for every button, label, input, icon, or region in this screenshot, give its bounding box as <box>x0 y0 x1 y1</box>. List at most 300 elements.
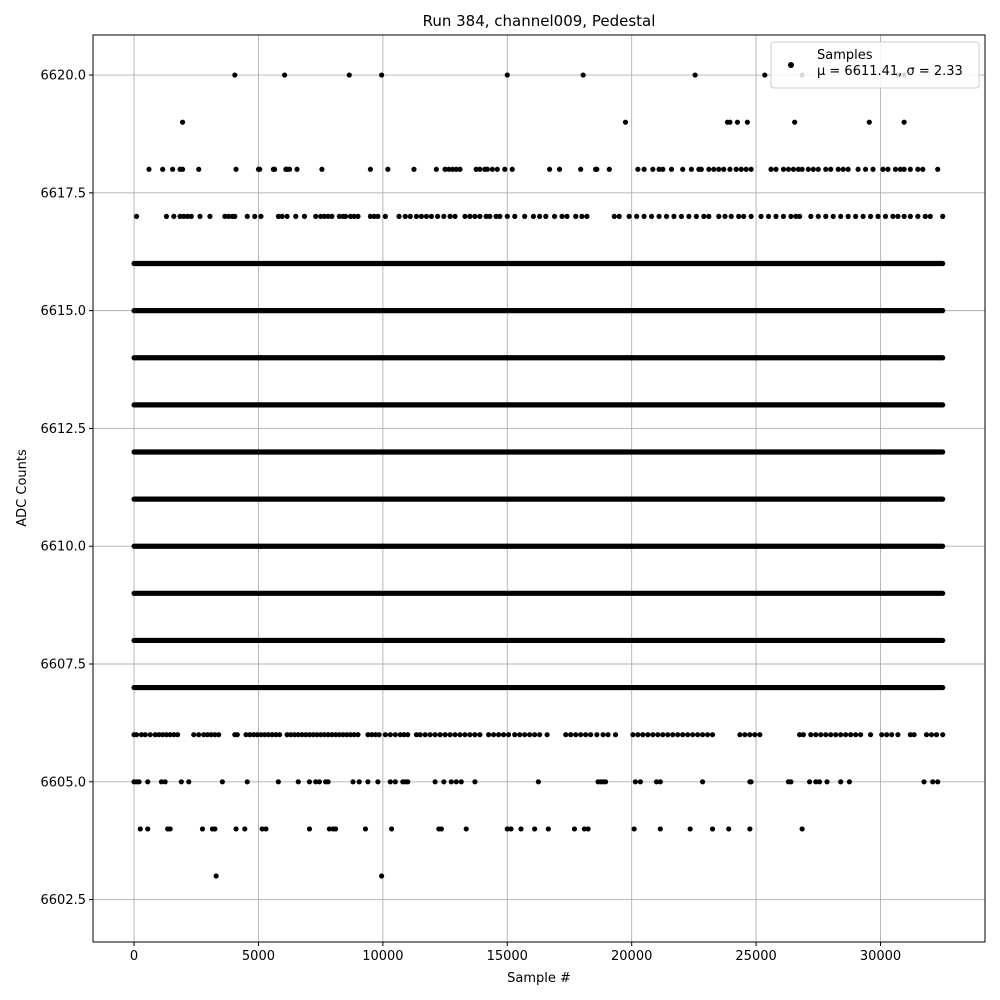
data-point <box>853 732 858 737</box>
data-point <box>658 779 663 784</box>
data-point <box>773 167 778 172</box>
data-point <box>788 779 793 784</box>
legend-series-name: Samples <box>817 48 873 63</box>
data-point <box>437 732 442 737</box>
data-point <box>552 214 557 219</box>
y-tick-label: 6612.5 <box>40 421 86 437</box>
data-point <box>403 214 408 219</box>
data-point <box>930 779 935 784</box>
data-point <box>735 120 740 125</box>
data-point <box>816 214 821 219</box>
data-point <box>868 732 873 737</box>
data-point <box>441 214 446 219</box>
x-tick-label: 5000 <box>241 949 276 964</box>
data-point <box>727 120 732 125</box>
data-point <box>848 732 853 737</box>
data-point <box>867 120 872 125</box>
data-point <box>242 826 247 831</box>
data-point <box>145 779 150 784</box>
data-point <box>543 214 548 219</box>
data-point <box>656 214 661 219</box>
data-point <box>895 732 900 737</box>
data-point <box>405 779 410 784</box>
data-point <box>379 873 384 878</box>
data-point <box>847 779 852 784</box>
y-tick-label: 6615.0 <box>40 304 86 320</box>
data-point <box>491 732 496 737</box>
data-point <box>813 732 818 737</box>
data-point <box>447 214 452 219</box>
data-point <box>650 167 655 172</box>
data-point <box>791 167 796 172</box>
data-point <box>808 214 813 219</box>
data-point <box>935 167 940 172</box>
data-point <box>302 214 307 219</box>
data-point <box>537 214 542 219</box>
data-point <box>294 167 299 172</box>
data-point <box>758 214 763 219</box>
data-point <box>477 732 482 737</box>
data-point <box>383 214 388 219</box>
data-point <box>355 732 360 737</box>
data-point <box>419 214 424 219</box>
data-point <box>846 214 851 219</box>
data-point <box>726 826 731 831</box>
data-point <box>207 214 212 219</box>
data-point <box>831 214 836 219</box>
data-point <box>307 826 312 831</box>
data-point <box>749 167 754 172</box>
data-point <box>457 167 462 172</box>
data-point <box>694 214 699 219</box>
data-point <box>679 214 684 219</box>
data-point <box>134 214 139 219</box>
data-point <box>893 167 898 172</box>
data-point <box>640 732 645 737</box>
data-point <box>408 214 413 219</box>
data-point <box>823 732 828 737</box>
data-point <box>816 167 821 172</box>
data-point <box>706 214 711 219</box>
data-point <box>536 779 541 784</box>
data-point <box>357 779 362 784</box>
data-point <box>393 779 398 784</box>
data-point <box>908 167 913 172</box>
data-point <box>921 779 926 784</box>
data-point <box>532 826 537 831</box>
data-point <box>365 779 370 784</box>
data-point <box>245 779 250 784</box>
data-point <box>722 214 727 219</box>
data-point <box>393 732 398 737</box>
data-point <box>522 732 527 737</box>
data-point <box>163 779 168 784</box>
data-point <box>411 167 416 172</box>
data-point <box>497 214 502 219</box>
data-point <box>581 72 586 77</box>
data-point <box>532 732 537 737</box>
y-tick-label: 6607.5 <box>40 657 86 673</box>
data-point <box>216 732 221 737</box>
data-point <box>747 732 752 737</box>
data-point <box>935 779 940 784</box>
data-point <box>895 214 900 219</box>
data-point <box>757 732 762 737</box>
data-point <box>175 732 180 737</box>
data-point <box>686 214 691 219</box>
data-point <box>739 167 744 172</box>
data-point <box>418 732 423 737</box>
data-point <box>512 732 517 737</box>
data-point <box>578 167 583 172</box>
data-point <box>838 732 843 737</box>
data-point <box>594 167 599 172</box>
data-point <box>649 214 654 219</box>
data-point <box>486 732 491 737</box>
data-point <box>902 214 907 219</box>
data-point <box>853 214 858 219</box>
data-point <box>699 167 704 172</box>
data-point <box>564 214 569 219</box>
data-point <box>508 826 513 831</box>
data-point <box>180 167 185 172</box>
data-point <box>405 732 410 737</box>
data-point <box>343 214 348 219</box>
data-point <box>442 732 447 737</box>
data-point <box>583 732 588 737</box>
data-point <box>134 732 139 737</box>
data-point <box>347 72 352 77</box>
data-point <box>868 214 873 219</box>
data-point <box>808 732 813 737</box>
data-point <box>671 214 676 219</box>
data-point <box>642 167 647 172</box>
data-point <box>326 779 331 784</box>
data-point <box>252 214 257 219</box>
data-point <box>313 214 318 219</box>
data-point <box>635 732 640 737</box>
data-point <box>428 732 433 737</box>
data-point <box>688 826 693 831</box>
data-point <box>879 732 884 737</box>
data-point <box>189 214 194 219</box>
data-point <box>594 732 599 737</box>
data-point <box>716 214 721 219</box>
data-point <box>836 167 841 172</box>
data-point <box>838 779 843 784</box>
data-point <box>547 167 552 172</box>
data-point <box>319 167 324 172</box>
data-point <box>603 779 608 784</box>
data-point <box>363 826 368 831</box>
data-point <box>429 214 434 219</box>
data-point <box>623 120 628 125</box>
data-point <box>329 214 334 219</box>
data-point <box>800 167 805 172</box>
data-point <box>196 732 201 737</box>
data-point <box>136 779 141 784</box>
data-point <box>884 732 889 737</box>
data-point <box>424 214 429 219</box>
data-point <box>690 732 695 737</box>
data-point <box>680 167 685 172</box>
data-point <box>630 732 635 737</box>
data-point <box>660 167 665 172</box>
data-point <box>472 732 477 737</box>
data-point <box>870 167 875 172</box>
data-point <box>510 167 515 172</box>
x-tick-label: 25000 <box>735 949 777 964</box>
data-point <box>282 72 287 77</box>
data-point <box>512 214 517 219</box>
data-point <box>885 167 890 172</box>
data-point <box>333 826 338 831</box>
data-point <box>490 167 495 172</box>
data-point <box>168 826 173 831</box>
data-point <box>287 167 292 172</box>
data-point <box>145 826 150 831</box>
plot-area-background <box>93 35 985 942</box>
data-point <box>807 779 812 784</box>
data-point <box>449 779 454 784</box>
data-point <box>433 779 438 784</box>
y-tick-label: 6605.0 <box>40 775 86 791</box>
data-point <box>414 214 419 219</box>
data-point <box>544 732 549 737</box>
data-point <box>911 732 916 737</box>
data-point <box>846 167 851 172</box>
data-point <box>459 779 464 784</box>
data-point <box>355 214 360 219</box>
data-point <box>736 214 741 219</box>
data-point <box>883 214 888 219</box>
data-point <box>472 779 477 784</box>
data-point <box>138 826 143 831</box>
data-point <box>632 826 637 831</box>
data-point <box>841 167 846 172</box>
data-point <box>749 214 754 219</box>
data-point <box>179 779 184 784</box>
data-point <box>915 214 920 219</box>
data-point <box>634 214 639 219</box>
data-point <box>766 214 771 219</box>
data-point <box>902 167 907 172</box>
data-point <box>501 732 506 737</box>
data-point <box>284 214 289 219</box>
data-point <box>263 826 268 831</box>
data-point <box>396 214 401 219</box>
data-point <box>716 167 721 172</box>
data-point <box>612 214 617 219</box>
data-point <box>788 214 793 219</box>
data-point <box>573 732 578 737</box>
x-tick-label: 15000 <box>486 949 528 964</box>
data-point <box>191 732 196 737</box>
data-point <box>638 779 643 784</box>
data-point <box>695 732 700 737</box>
data-point <box>817 779 822 784</box>
data-point <box>180 120 185 125</box>
data-point <box>889 732 894 737</box>
data-point <box>293 214 298 219</box>
data-point <box>818 732 823 737</box>
data-point <box>875 214 880 219</box>
data-point <box>675 732 680 737</box>
data-point <box>232 72 237 77</box>
data-point <box>908 214 913 219</box>
data-point <box>388 732 393 737</box>
data-point <box>828 732 833 737</box>
data-point <box>660 732 665 737</box>
data-point <box>828 167 833 172</box>
data-point <box>502 167 507 172</box>
data-point <box>923 214 928 219</box>
chart-title: Run 384, channel009, Pedestal <box>422 12 656 30</box>
data-point <box>452 214 457 219</box>
data-point <box>186 779 191 784</box>
legend-marker <box>788 62 794 68</box>
data-point <box>729 214 734 219</box>
data-point <box>781 167 786 172</box>
data-point <box>464 826 469 831</box>
data-point <box>277 732 282 737</box>
data-point <box>196 167 201 172</box>
data-point <box>434 167 439 172</box>
data-point <box>496 732 501 737</box>
data-point <box>379 72 384 77</box>
x-tick-label: 0 <box>129 949 139 964</box>
data-point <box>527 732 532 737</box>
data-point <box>439 826 444 831</box>
data-point <box>600 732 605 737</box>
data-point <box>495 167 500 172</box>
data-point <box>737 732 742 737</box>
data-point <box>457 732 462 737</box>
data-point <box>642 214 647 219</box>
data-point <box>148 732 153 737</box>
data-point <box>685 732 690 737</box>
data-point <box>518 826 523 831</box>
data-point <box>693 72 698 77</box>
data-point <box>744 167 749 172</box>
data-point <box>710 732 715 737</box>
data-point <box>858 732 863 737</box>
data-point <box>389 826 394 831</box>
data-point <box>505 72 510 77</box>
data-point <box>197 214 202 219</box>
data-point <box>568 732 573 737</box>
data-point <box>467 732 472 737</box>
y-tick-label: 6620.0 <box>40 68 86 84</box>
data-point <box>924 732 929 737</box>
data-point <box>146 167 151 172</box>
data-point <box>279 214 284 219</box>
data-point <box>487 214 492 219</box>
data-point <box>160 167 165 172</box>
data-point <box>811 167 816 172</box>
data-point <box>797 214 802 219</box>
data-point <box>435 214 440 219</box>
x-tick-label: 30000 <box>859 949 902 964</box>
data-point <box>664 214 669 219</box>
data-point <box>786 167 791 172</box>
data-point <box>752 732 757 737</box>
data-point <box>423 732 428 737</box>
data-point <box>741 214 746 219</box>
data-point <box>368 167 373 172</box>
data-point <box>559 214 564 219</box>
data-point <box>472 214 477 219</box>
data-point <box>452 732 457 737</box>
legend-stats: μ = 6611.41, σ = 2.33 <box>817 64 963 79</box>
data-point <box>734 167 739 172</box>
data-point <box>383 732 388 737</box>
data-point <box>350 779 355 784</box>
data-point <box>214 873 219 878</box>
data-point <box>220 779 225 784</box>
data-point <box>546 826 551 831</box>
data-point <box>670 732 675 737</box>
data-point <box>700 779 705 784</box>
data-point <box>385 167 390 172</box>
x-axis-label: Sample # <box>507 971 571 986</box>
x-tick-label: 10000 <box>362 949 404 964</box>
data-point <box>258 214 263 219</box>
data-point <box>934 732 939 737</box>
data-point <box>721 167 726 172</box>
data-point <box>710 826 715 831</box>
data-point <box>658 826 663 831</box>
data-point <box>940 732 945 737</box>
data-point <box>586 826 591 831</box>
y-tick-label: 6602.5 <box>40 893 86 909</box>
data-point <box>706 167 711 172</box>
data-point <box>920 167 925 172</box>
data-point <box>747 826 752 831</box>
data-point <box>563 732 568 737</box>
data-point <box>462 732 467 737</box>
data-point <box>441 779 446 784</box>
data-point <box>838 214 843 219</box>
data-point <box>143 732 148 737</box>
data-point <box>377 732 382 737</box>
data-point <box>572 826 577 831</box>
data-point <box>276 779 281 784</box>
data-point <box>164 214 169 219</box>
data-point <box>665 732 670 737</box>
data-point <box>257 167 262 172</box>
data-point <box>200 826 205 831</box>
data-point <box>607 167 612 172</box>
data-point <box>928 214 933 219</box>
data-point <box>745 120 750 125</box>
data-point <box>588 732 593 737</box>
data-point <box>635 167 640 172</box>
data-point <box>655 732 660 737</box>
data-point <box>235 732 240 737</box>
data-point <box>579 214 584 219</box>
data-point <box>517 732 522 737</box>
data-point <box>627 214 632 219</box>
data-point <box>806 167 811 172</box>
data-point <box>433 732 438 737</box>
data-point <box>880 167 885 172</box>
data-point <box>645 732 650 737</box>
data-point <box>633 779 638 784</box>
data-point <box>296 779 301 784</box>
data-point <box>902 120 907 125</box>
data-point <box>232 214 237 219</box>
